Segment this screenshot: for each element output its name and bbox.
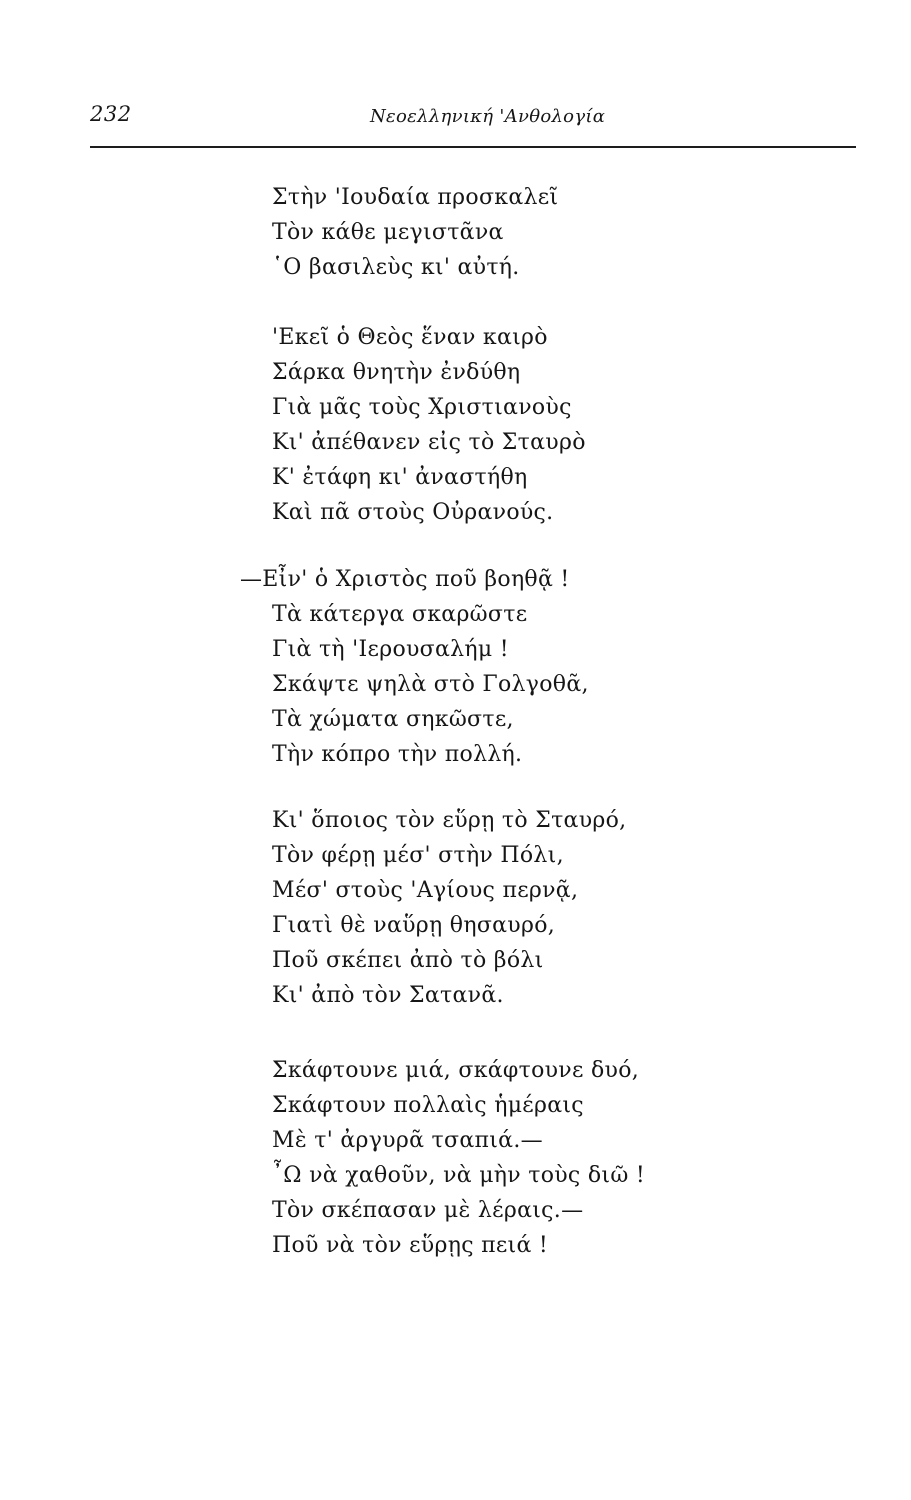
poem-line: 'Εκεῖ ὁ Θεὸς ἕναν καιρὸ [272, 325, 548, 350]
stanza-2 [272, 320, 586, 530]
poem-line: Σκάφτουνε μιά, σκάφτουνε δυό, [272, 1058, 640, 1083]
poem-line: Γιατὶ θὲ ναὕρῃ θησαυρό, [272, 913, 556, 938]
poem-line: Κι' ὅποιος τὸν εὕρῃ τὸ Σταυρό, [272, 808, 627, 833]
poem-line: ῾Ο βασιλεὺς κι' αὐτή. [272, 255, 520, 280]
poem-line: Στὴν 'Ιουδαία προσκαλεῖ [272, 185, 559, 210]
poem-line: Τὴν κόπρο τὴν πολλή. [272, 742, 523, 767]
poem-line: Γιὰ μᾶς τοὺς Χριστιανοὺς [272, 395, 572, 420]
poem-line: Κι' ἀπὸ τὸν Σατανᾶ. [272, 983, 504, 1008]
poem-line: Καὶ πᾶ στοὺς Οὐρανούς. [272, 500, 554, 525]
poem-line: Τὰ χώματα σηκῶστε, [272, 707, 514, 732]
stanza-5 [272, 1053, 645, 1263]
stanza-1 [272, 180, 558, 285]
page-number: 232 [90, 102, 132, 126]
poem-line: Σκάφτουν πολλαὶς ἡμέραις [272, 1093, 584, 1118]
poem-line: Μὲ τ' ἀργυρᾶ τσαπιά.— [272, 1128, 543, 1153]
poem-line: Τὰ κάτεργα σκαρῶστε [272, 602, 528, 627]
poem-line: Τὸν φέρῃ μέσ' στὴν Πόλι, [272, 843, 564, 868]
poem-line: Σάρκα θνητὴν ἐνδύθη [272, 360, 521, 385]
poem-line: ῏Ω νὰ χαθοῦν, νὰ μὴν τοὺς διῶ ! [272, 1163, 645, 1188]
running-head: Νεοελληνική 'Ανθολογία [370, 106, 606, 127]
poem-line: Σκάψτε ψηλὰ στὸ Γολγοθᾶ, [272, 672, 589, 697]
stanza-4 [272, 803, 626, 1013]
poem-line: Κ' ἐτάφη κι' ἀναστήθη [272, 465, 528, 490]
poem-line: Ποῦ νὰ τὸν εὕρῃς πειά ! [272, 1233, 549, 1258]
poem-line: Τὸν κάθε μεγιστᾶνα [272, 220, 504, 245]
poem-line: Μέσ' στοὺς 'Αγίους περνᾷ, [272, 878, 579, 903]
stanza-3 [240, 562, 589, 772]
poem-line: Γιὰ τὴ 'Ιερουσαλήμ ! [272, 637, 509, 662]
poem-line: Κι' ἀπέθανεν εἰς τὸ Σταυρὸ [272, 430, 586, 455]
poem-line: Τὸν σκέπασαν μὲ λέραις.— [272, 1198, 584, 1223]
poem-line: Ποῦ σκέπει ἀπὸ τὸ βόλι [272, 948, 544, 973]
poem-line: —Εἶν' ὁ Χριστὸς ποῦ βοηθᾷ ! [240, 567, 570, 592]
